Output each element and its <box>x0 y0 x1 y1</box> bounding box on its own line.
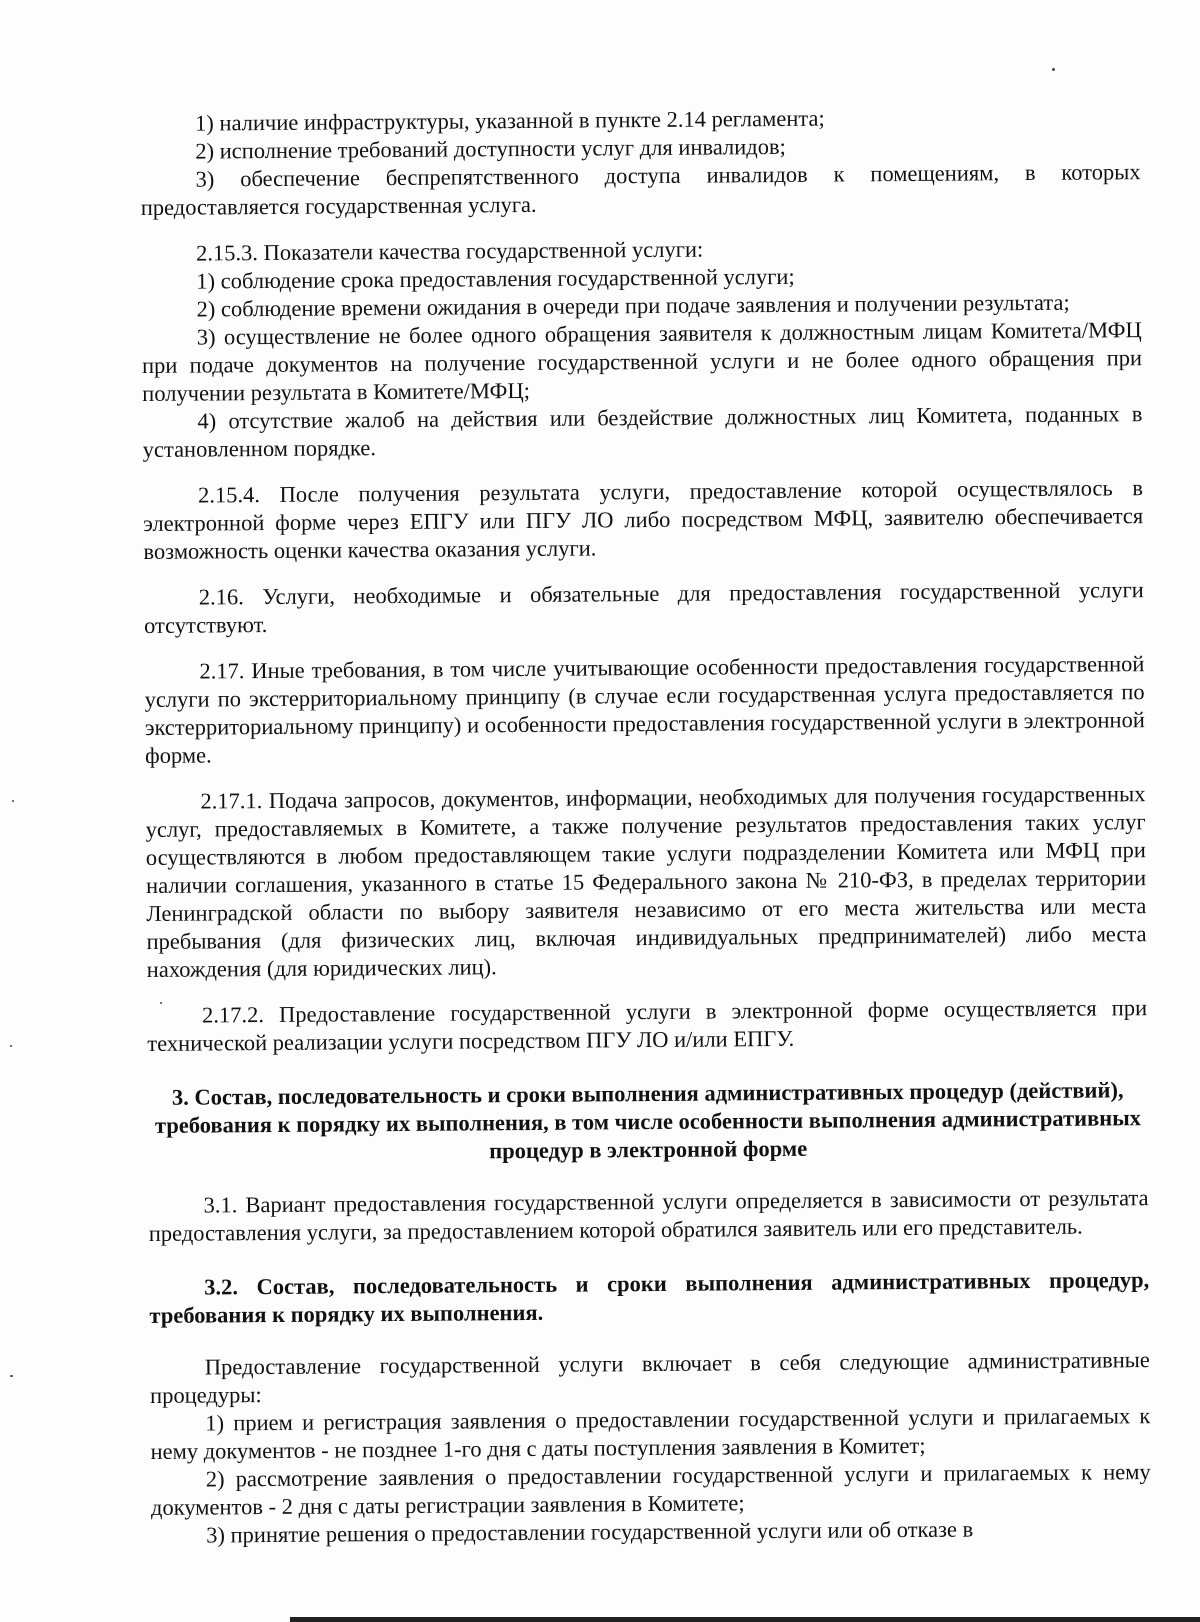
list-item: 3) принятие решения о предоставлении государственной услуги или об отказе в <box>206 1516 974 1548</box>
paragraph-3-1: 3.1. Вариант предоставления государственной услуги определяется в зависимости от результата предоставления услуги, за предоставлением которой обратился заявитель или его представитель. <box>148 1185 1149 1246</box>
list-item: 1) прием и регистрация заявления о предоставлении государственной услуги и прилагаемых к нему документов - не позднее 1-го дня с даты поступления заявления в Комитет; <box>150 1403 1151 1464</box>
paragraph-2-17-2: 2.17.2. Предоставление государственной услуги в электронной форме осуществляется при технической реализации услуги посредством ПГУ ЛО и/или ЕПГУ. <box>147 995 1148 1056</box>
scan-edge-bar <box>290 1617 1200 1622</box>
paragraph-2-16: 2.16. Услуги, необходимые и обязательные для предоставления государственной услуги отсутствуют. <box>143 577 1144 638</box>
list-item: 1) соблюдение срока предоставления государственной услуги; <box>196 263 795 294</box>
list-item: 3) обеспечение беспрепятственного доступа инвалидов к помещениям, в которых предоставляется государственная услуга. <box>140 159 1141 220</box>
list-item: 2) исполнение требований доступности услуг для инвалидов; <box>195 133 786 164</box>
paragraph-2-15-3: 2.15.3. Показатели качества государственной услуги: <box>196 236 704 266</box>
list-item: 2) соблюдение времени ожидания в очереди при подаче заявления и получении результата; <box>196 289 1070 322</box>
paragraph-2-17: 2.17. Иные требования, в том числе учитывающие особенности предоставления государственной услуги по экстерриториальному принципу (в случае если государственная услуга предоставляется по экстерриториальному принципу) и особенности предоставления государственной услуги в электронной форме. <box>144 651 1145 768</box>
list-item: 4) отсутствие жалоб на действия или бездействие должностных лиц Комитета, поданных в установленном порядке. <box>142 401 1143 462</box>
list-item: 2) рассмотрение заявления о предоставлении государственной услуги и прилагаемых к нему документов - 2 дня с даты регистрации заявления в Комитете; <box>150 1459 1151 1520</box>
paragraph-2-17-1: 2.17.1. Подача запросов, документов, информации, необходимых для получения государственных услуг, предоставляемых в Комитете, а также получение результатов предоставления таких услуг осуществляются в любом предоставляющем такие услуги подразделении Комитета или МФЦ при наличии соглашения, указанного в статье 15 Федерального закона № 210-ФЗ, в пределах территории Ленинградской области по выбору заявителя независимо от его места жительства или места пребывания (для физических лиц, включая индивидуальных предпринимателей) либо места нахождения (для юридических лиц). <box>145 781 1147 982</box>
paragraph-procedures-intro: Предоставление государственной услуги включает в себя следующие административные процедуры: <box>149 1347 1150 1408</box>
list-item: 3) осуществление не более одного обращения заявителя к должностным лицам Комитета/МФЦ при подаче документов на получение государственной услуги и не более одного обращения при получении результата в Комитете/МФЦ; <box>141 317 1143 406</box>
document-body <box>140 102 1151 1550</box>
paragraph-2-15-4: 2.15.4. После получения результата услуги, предоставление которой осуществлялось в электронной форме через ЕПГУ или ПГУ ЛО либо посредством МФЦ, заявителю обеспечивается возможность оценки качества оказания услуги. <box>143 475 1144 564</box>
section-3-heading: 3. Состав, последовательность и сроки выполнения административных процедур (действий), требования к порядку их выполнения, в том числе особенности выполнения административных процедур в электронной форме <box>154 1077 1142 1164</box>
section-3-2-heading: 3.2. Состав, последовательность и сроки выполнения административных процедур, требования к порядку их выполнения. <box>149 1267 1150 1328</box>
list-item: 1) наличие инфраструктуры, указанной в пункте 2.14 регламента; <box>195 105 825 136</box>
